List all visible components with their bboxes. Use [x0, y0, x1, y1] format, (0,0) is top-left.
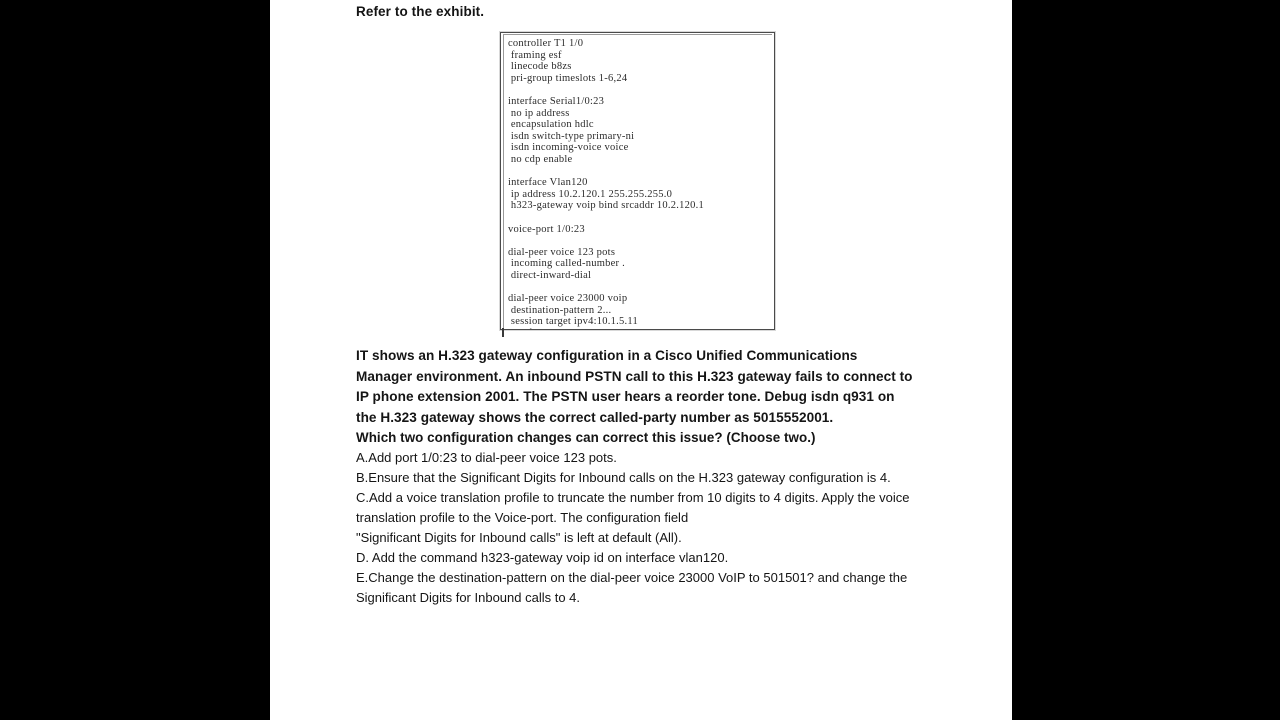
config-blank-line	[508, 281, 772, 293]
config-line: framing esf	[508, 49, 562, 61]
config-line: no ip address	[508, 107, 570, 119]
document-sheet	[270, 0, 1012, 720]
config-blank-line	[508, 235, 772, 247]
config-line: interface Serial1/0:23	[508, 95, 605, 107]
config-line: voice-port 1/0:23	[508, 223, 585, 235]
config-line: encapsulation hdlc	[508, 119, 594, 131]
config-line: direct-inward-dial	[508, 269, 592, 281]
config-line: destination-pattern 2...	[508, 304, 612, 316]
answer-option-b[interactable]: B.Ensure that the Significant Digits for Inbound calls on the H.323 gateway configuration is 4.	[356, 470, 891, 485]
config-blank-line	[508, 84, 772, 96]
config-line: pri-group timeslots 1-6,24	[508, 72, 628, 84]
exhibit-config-text	[504, 35, 772, 330]
scenario-paragraph: IT shows an H.323 gateway configuration in a Cisco Unified Communications Manager environment. An inbound PSTN call to this H.323 gateway fails to connect to IP phone extension 2001. The PSTN user hears a reorder tone. Debug isdn q931 on the H.323 gateway shows the correct called-party number as 5015552001.	[356, 348, 913, 425]
config-line	[508, 328, 772, 330]
answer-option-d[interactable]: D. Add the command h323-gateway voip id on interface vlan120.	[356, 550, 729, 565]
question-prompt: Which two configuration changes can correct this issue? (Choose two.)	[356, 430, 816, 445]
question-body	[356, 346, 916, 608]
config-line: isdn switch-type primary-ni	[508, 130, 635, 142]
config-line: incoming called-number .	[508, 258, 626, 270]
config-line: controller T1 1/0	[508, 38, 584, 49]
refer-to-exhibit-text: Refer to the exhibit.	[356, 4, 485, 19]
config-line: isdn incoming-voice voice	[508, 142, 629, 154]
config-blank-line	[508, 166, 772, 178]
exhibit-config-inner-border	[503, 34, 772, 328]
answer-option-a[interactable]: A.Add port 1/0:23 to dial-peer voice 123 pots.	[356, 450, 617, 465]
exhibit-config-box	[500, 32, 775, 330]
config-blank-line	[508, 212, 772, 224]
config-line: dial-peer voice 123 pots	[508, 246, 616, 258]
config-line: h323-gateway voip bind srcaddr 10.2.120.1	[508, 200, 704, 212]
answer-option-c-continued: "Significant Digits for Inbound calls" is left at default (All).	[356, 530, 682, 545]
document-content	[356, 0, 996, 20]
config-line: interface Vlan120	[508, 177, 588, 189]
answer-option-e[interactable]: E.Change the destination-pattern on the dial-peer voice 23000 VoIP to 501501? and change the Significant Digits for Inbound calls to 4.	[356, 570, 908, 605]
answer-option-c[interactable]: C.Add a voice translation profile to truncate the number from 10 digits to 4 digits. Apply the voice translation profile to the Voice-port. The configuration field	[356, 490, 910, 525]
config-line: no cdp enable	[508, 153, 573, 165]
config-line: dial-peer voice 23000 voip	[508, 293, 628, 305]
config-line: linecode b8zs	[508, 61, 572, 73]
config-line: ip address 10.2.120.1 255.255.255.0	[508, 188, 673, 200]
config-line: session target ipv4:10.1.5.11	[508, 316, 638, 328]
exhibit-corner-tick	[502, 328, 504, 337]
exhibit-figure	[500, 32, 775, 330]
